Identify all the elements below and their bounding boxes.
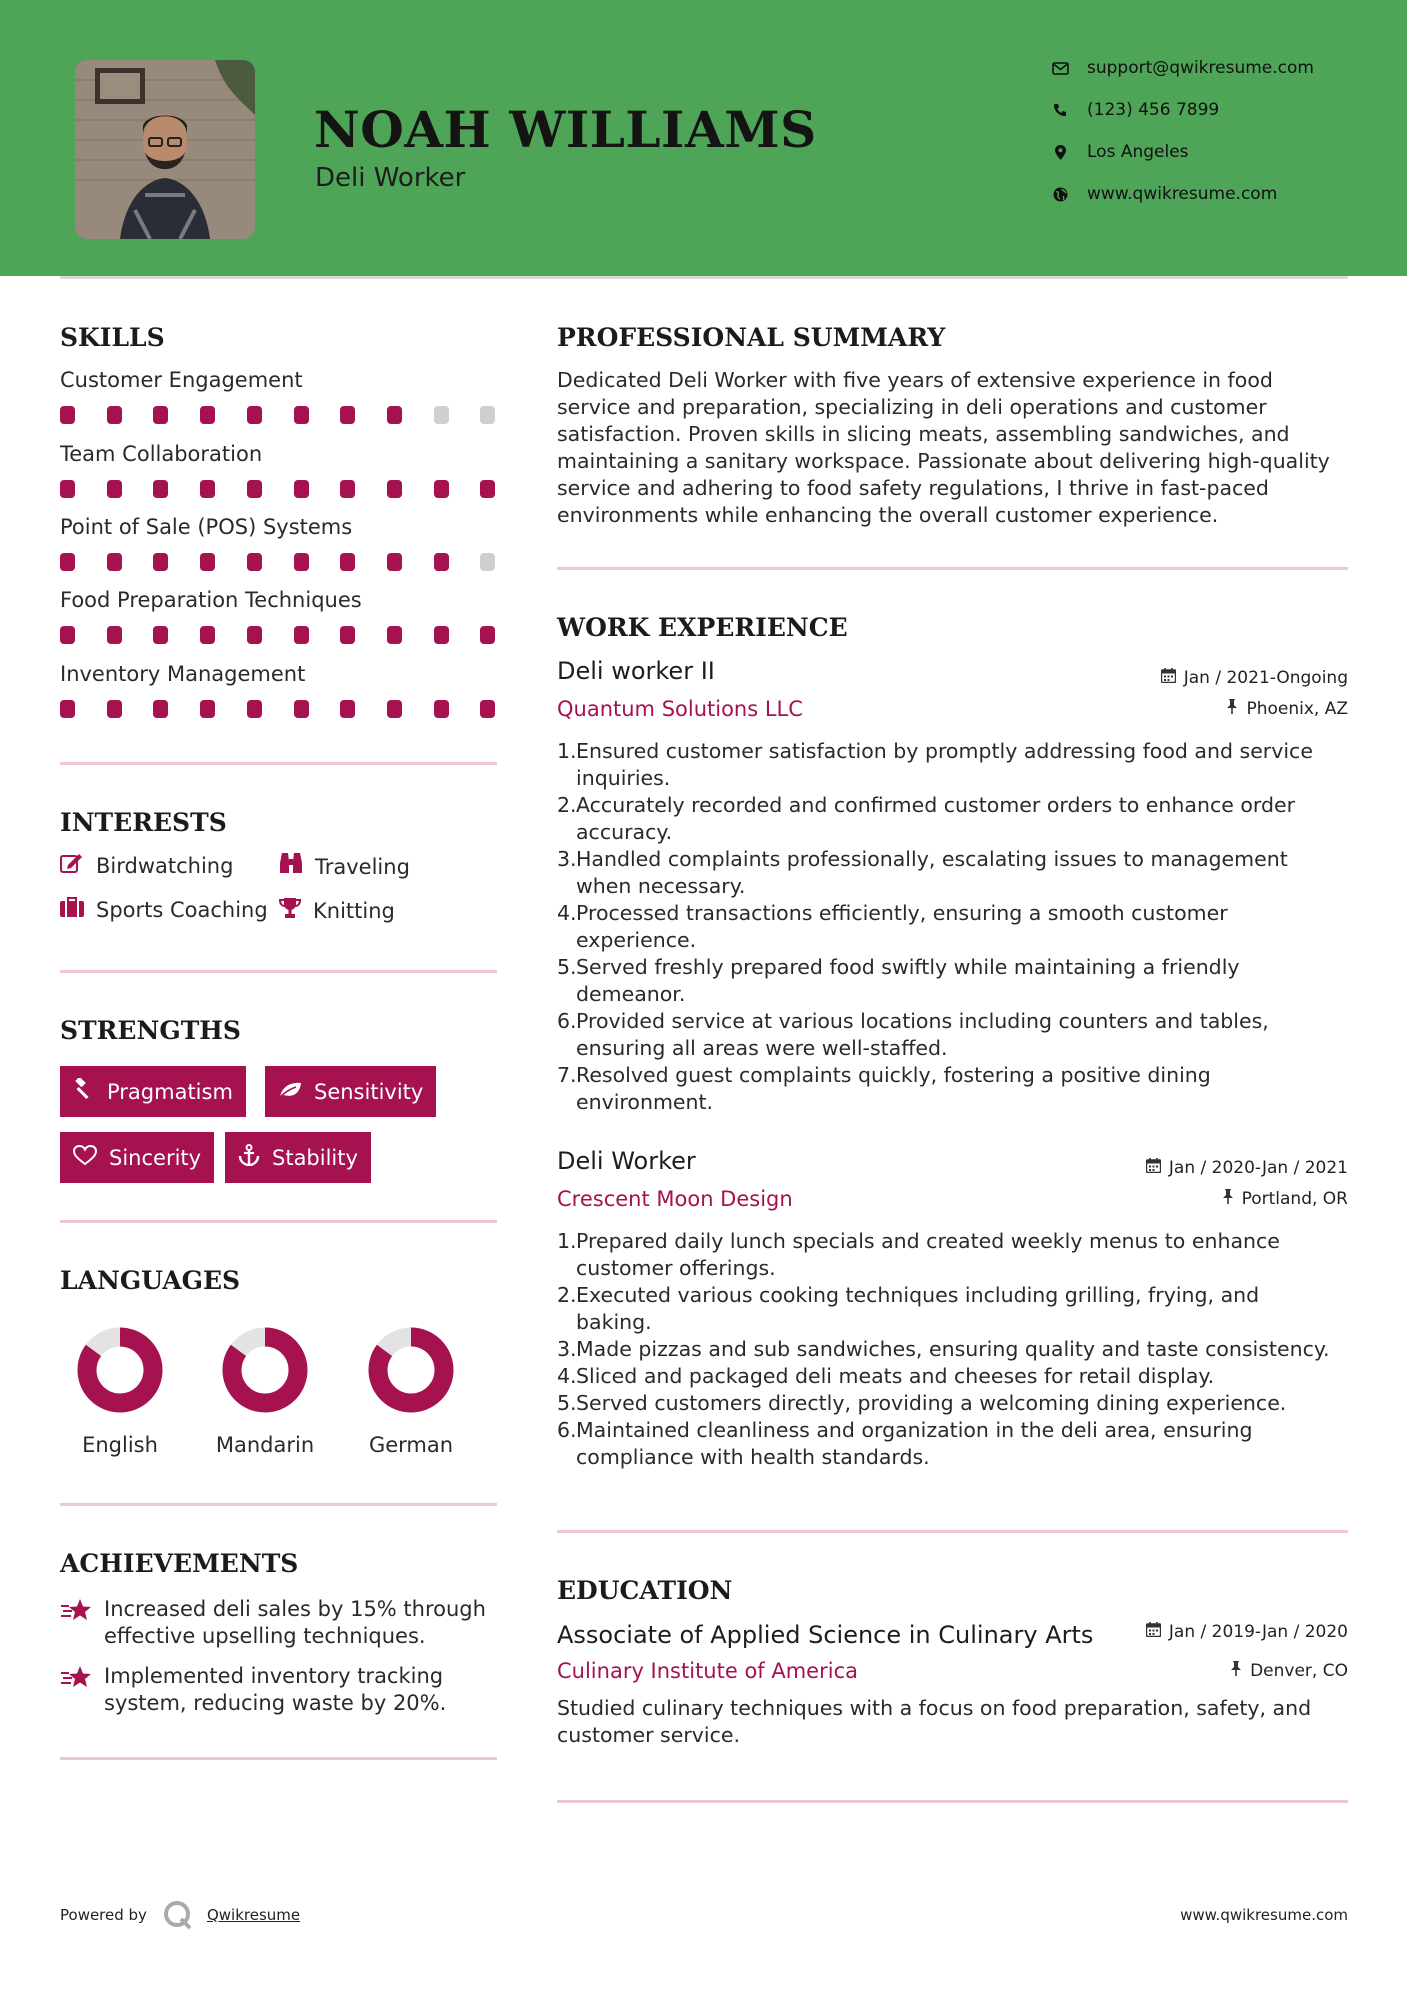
candidate-role: Deli Worker (315, 163, 466, 193)
section-divider (557, 1530, 1348, 1533)
skill-name: Food Preparation Techniques (60, 588, 362, 612)
pin-icon (1230, 1661, 1250, 1681)
footer-brand (60, 1900, 300, 1930)
duty-item (557, 1336, 1357, 1363)
duty-line: Resolved guest complaints quickly, fostering a positive dining (576, 1063, 1211, 1087)
skill-dot (387, 480, 402, 498)
skill-dot (387, 553, 402, 571)
skill-dot (107, 626, 122, 644)
duty-item (557, 1390, 1357, 1417)
duty-line: Provided service at various locations including counters and tables, (576, 1009, 1269, 1033)
contact-phone[interactable] (1050, 100, 1219, 120)
star-icon (60, 1663, 94, 1717)
strength-label: Sincerity (109, 1145, 202, 1170)
strengths-heading: STRENGTHS (60, 1016, 241, 1045)
header-divider (60, 276, 1348, 279)
language-name: English (82, 1433, 158, 1457)
skill-dot (60, 553, 75, 571)
interests-heading: INTERESTS (60, 808, 227, 837)
skill-rating (60, 553, 497, 573)
skill-dot (200, 480, 215, 498)
skill-dot (434, 626, 449, 644)
summary-text (557, 367, 1357, 529)
qwikresume-link[interactable]: Qwikresume (206, 1906, 301, 1924)
job-location (1222, 1189, 1348, 1209)
language-name: German (368, 1433, 454, 1457)
skill-dot (434, 553, 449, 571)
education-line: customer service. (557, 1723, 740, 1747)
skill-dot (60, 480, 75, 498)
anchor-icon (238, 1144, 272, 1171)
skill-rating (60, 480, 497, 500)
footer-url[interactable]: www.qwikresume.com (1180, 1906, 1348, 1924)
duty-line: Served freshly prepared food swiftly while maintaining a friendly (576, 955, 1240, 979)
skill-dot (387, 406, 402, 424)
skill-dot (200, 700, 215, 718)
contact-email-text: support@qwikresume.com (1087, 58, 1314, 78)
education-location-text: Denver, CO (1250, 1661, 1348, 1681)
interest-item (60, 897, 268, 922)
calendar-icon (1146, 1622, 1169, 1642)
skill-dot (200, 626, 215, 644)
duty-number: 6. (557, 1009, 577, 1033)
strength-label: Pragmatism (107, 1079, 233, 1104)
section-divider (557, 567, 1348, 570)
education-date (1146, 1622, 1348, 1642)
contact-email[interactable] (1050, 58, 1314, 78)
map-marker-icon (1050, 142, 1070, 162)
star-icon (60, 1596, 94, 1650)
skill-dot (480, 480, 495, 498)
skill-dot (387, 626, 402, 644)
duty-item (557, 1363, 1357, 1390)
duty-text (576, 900, 1228, 954)
profile-photo (75, 60, 255, 239)
skill-dot (247, 626, 262, 644)
skill-dot (247, 553, 262, 571)
duty-number: 3. (557, 847, 577, 871)
duty-item (557, 1008, 1357, 1062)
duty-item (557, 1282, 1357, 1336)
achievement-line: effective upselling techniques. (104, 1624, 426, 1648)
duty-line: Maintained cleanliness and organization in the deli area, ensuring (576, 1418, 1253, 1442)
duty-text (576, 738, 1313, 792)
skill-dot (200, 553, 215, 571)
achievement-line: Increased deli sales by 15% through (104, 1597, 486, 1621)
job-title: Deli Worker (557, 1147, 696, 1175)
skill-dot (294, 700, 309, 718)
education-location (1230, 1661, 1348, 1681)
skill-dot (434, 700, 449, 718)
duty-item (557, 954, 1357, 1008)
summary-heading: PROFESSIONAL SUMMARY (557, 323, 946, 352)
duty-text (576, 1228, 1280, 1282)
summary-line: environments while enhancing the overall customer experience. (557, 503, 1219, 527)
strength-label: Sensitivity (314, 1079, 424, 1104)
skill-dot (387, 700, 402, 718)
skill-dot (294, 480, 309, 498)
skill-dot (153, 406, 168, 424)
duty-number: 4. (557, 901, 577, 925)
skill-name: Team Collaboration (60, 442, 263, 466)
duty-item (557, 900, 1357, 954)
skill-dot (247, 406, 262, 424)
skill-dot (480, 626, 495, 644)
summary-line: service and preparation, specializing in deli operations and customer (557, 395, 1267, 419)
pin-icon (1222, 1189, 1242, 1209)
duty-text (576, 1062, 1211, 1116)
job-date-text: Jan / 2020-Jan / 2021 (1168, 1158, 1348, 1178)
skill-name: Customer Engagement (60, 368, 303, 392)
globe-icon (1050, 184, 1070, 204)
duty-line: environment. (576, 1090, 714, 1114)
duty-number: 1. (557, 739, 577, 763)
skill-dot (434, 480, 449, 498)
duty-line: inquiries. (576, 766, 671, 790)
company-name: Quantum Solutions LLC (557, 697, 803, 721)
skill-dot (247, 700, 262, 718)
duty-line: Made pizzas and sub sandwiches, ensuring quality and taste consistency. (576, 1337, 1330, 1361)
skill-dot (294, 406, 309, 424)
contact-website-text: www.qwikresume.com (1087, 184, 1278, 204)
duty-line: customer offerings. (576, 1256, 776, 1280)
duty-line: Served customers directly, providing a welcoming dining experience. (576, 1391, 1287, 1415)
education-date-text: Jan / 2019-Jan / 2020 (1168, 1622, 1348, 1642)
duty-line: accuracy. (576, 820, 673, 844)
interest-label: Traveling (315, 854, 410, 879)
skill-dot (60, 700, 75, 718)
skill-dot (153, 626, 168, 644)
skills-heading: SKILLS (60, 323, 165, 352)
contact-website[interactable] (1050, 184, 1277, 204)
achievement-line: system, reducing waste by 20%. (104, 1691, 447, 1715)
duty-number: 4. (557, 1364, 577, 1388)
strength-label: Stability (272, 1145, 358, 1170)
duty-line: experience. (576, 928, 697, 952)
summary-line: service and adhering to food safety regulations, I thrive in fast-paced (557, 476, 1269, 500)
edit-icon (60, 853, 96, 878)
experience-heading: WORK EXPERIENCE (557, 613, 848, 642)
contact-phone-text: (123) 456 7899 (1087, 100, 1220, 120)
section-divider (60, 1757, 497, 1760)
duty-item (557, 792, 1357, 846)
section-divider (60, 762, 497, 765)
duty-number: 7. (557, 1063, 577, 1087)
skill-name: Inventory Management (60, 662, 306, 686)
skill-dot (294, 626, 309, 644)
interest-label: Birdwatching (96, 853, 234, 878)
skill-dot (107, 700, 122, 718)
duty-item (557, 738, 1357, 792)
education-heading: EDUCATION (557, 1576, 733, 1605)
qwikresume-logo-icon (163, 1900, 193, 1930)
school-name: Culinary Institute of America (557, 1659, 858, 1683)
job-location-text: Phoenix, AZ (1246, 699, 1348, 719)
skill-dot (107, 480, 122, 498)
strength-tag (225, 1132, 371, 1183)
job-date-text: Jan / 2021-Ongoing (1183, 668, 1348, 688)
job-title: Deli worker II (557, 657, 715, 685)
job-location-text: Portland, OR (1241, 1189, 1348, 1209)
skill-dot (153, 553, 168, 571)
duty-line: when necessary. (576, 874, 746, 898)
duty-text (576, 1417, 1253, 1471)
duty-line: Handled complaints professionally, escalating issues to management (576, 847, 1288, 871)
skill-dot (200, 406, 215, 424)
duty-number: 5. (557, 955, 577, 979)
skill-dot (340, 700, 355, 718)
skill-name: Point of Sale (POS) Systems (60, 515, 353, 539)
duty-number: 2. (557, 1283, 577, 1307)
section-divider (60, 1503, 497, 1506)
degree-title: Associate of Applied Science in Culinary Arts (557, 1621, 1094, 1649)
job-date (1146, 1158, 1348, 1178)
skill-rating (60, 700, 497, 720)
duty-text (576, 1390, 1286, 1417)
trophy-icon (279, 897, 313, 924)
skill-dot (247, 480, 262, 498)
candidate-name: NOAH WILLIAMS (314, 100, 817, 159)
binoculars-icon (279, 853, 315, 880)
heart-icon (73, 1145, 109, 1171)
duty-line: compliance with health standards. (576, 1445, 930, 1469)
skill-dot (480, 406, 495, 424)
duty-item (557, 846, 1357, 900)
skill-dot (340, 406, 355, 424)
interest-item (60, 853, 233, 878)
duty-line: ensuring all areas were well-staffed. (576, 1036, 948, 1060)
section-divider (60, 970, 497, 973)
duty-number: 2. (557, 793, 577, 817)
duty-line: Ensured customer satisfaction by promptly addressing food and service (576, 739, 1313, 763)
duty-line: Accurately recorded and confirmed customer orders to enhance order (576, 793, 1296, 817)
duty-line: baking. (576, 1310, 652, 1334)
duty-text (576, 1008, 1269, 1062)
duty-text (576, 1363, 1214, 1390)
duty-line: Prepared daily lunch specials and created weekly menus to enhance (576, 1229, 1280, 1253)
skill-dot (480, 700, 495, 718)
duty-line: Executed various cooking techniques including grilling, frying, and (576, 1283, 1260, 1307)
company-name: Crescent Moon Design (557, 1187, 793, 1211)
languages-heading: LANGUAGES (60, 1266, 241, 1295)
duty-line: demeanor. (576, 982, 686, 1006)
duty-line: Processed transactions efficiently, ensuring a smooth customer (576, 901, 1228, 925)
contact-location (1050, 142, 1189, 162)
duty-number: 6. (557, 1418, 577, 1442)
duty-line: Sliced and packaged deli meats and cheeses for retail display. (576, 1364, 1215, 1388)
skill-dot (340, 626, 355, 644)
achievements-heading: ACHIEVEMENTS (60, 1549, 299, 1578)
summary-line: Dedicated Deli Worker with five years of extensive experience in food (557, 368, 1273, 392)
skill-dot (153, 700, 168, 718)
duty-text (576, 1282, 1259, 1336)
calendar-icon (1146, 1158, 1169, 1178)
interest-label: Knitting (313, 898, 395, 923)
interest-item (279, 853, 410, 880)
skill-dot (340, 553, 355, 571)
duty-number: 5. (557, 1391, 577, 1415)
duty-item (557, 1228, 1357, 1282)
language-name: Mandarin (215, 1433, 315, 1457)
skill-rating (60, 626, 497, 646)
language-gauge (75, 1325, 165, 1415)
skill-dot (480, 553, 495, 571)
powered-by-text: Powered by (60, 1906, 147, 1924)
contact-location-text: Los Angeles (1087, 142, 1189, 162)
language-gauge (220, 1325, 310, 1415)
job-duties (557, 1228, 1357, 1471)
language-gauge (366, 1325, 456, 1415)
skill-rating (60, 406, 497, 426)
job-location (1226, 699, 1348, 719)
duty-text (576, 846, 1288, 900)
phone-icon (1050, 100, 1070, 120)
achievement-item (60, 1663, 500, 1717)
achievement-line: Implemented inventory tracking (104, 1664, 444, 1688)
skill-dot (434, 406, 449, 424)
job-date (1161, 668, 1348, 688)
education-description (557, 1695, 1357, 1749)
job-duties (557, 738, 1357, 1116)
skill-dot (340, 480, 355, 498)
achievement-item (60, 1596, 500, 1650)
duty-number: 3. (557, 1337, 577, 1361)
skill-dot (107, 553, 122, 571)
strength-tag (60, 1132, 214, 1183)
section-divider (60, 1220, 497, 1223)
duty-text (576, 792, 1295, 846)
skill-dot (60, 626, 75, 644)
strength-tag (60, 1066, 246, 1117)
interest-label: Sports Coaching (96, 897, 268, 922)
skill-dot (153, 480, 168, 498)
header-banner (0, 0, 1407, 276)
envelope-icon (1050, 58, 1070, 78)
skill-dot (60, 406, 75, 424)
duty-item (557, 1062, 1357, 1116)
summary-line: maintaining a sanitary workspace. Passionate about delivering high-quality (557, 449, 1330, 473)
summary-line: satisfaction. Proven skills in slicing meats, assembling sandwiches, and (557, 422, 1290, 446)
skill-dot (107, 406, 122, 424)
duty-text (576, 1336, 1330, 1363)
section-divider (557, 1800, 1348, 1803)
interest-item (279, 897, 395, 924)
leaf-icon (278, 1080, 314, 1104)
duty-number: 1. (557, 1229, 577, 1253)
skill-dot (294, 553, 309, 571)
briefcase-icon (60, 897, 96, 922)
strength-tag (265, 1066, 436, 1117)
duty-item (557, 1417, 1357, 1471)
gavel-icon (73, 1078, 107, 1105)
duty-text (576, 954, 1240, 1008)
calendar-icon (1161, 668, 1184, 688)
education-line: Studied culinary techniques with a focus on food preparation, safety, and (557, 1696, 1312, 1720)
pin-icon (1226, 699, 1246, 719)
